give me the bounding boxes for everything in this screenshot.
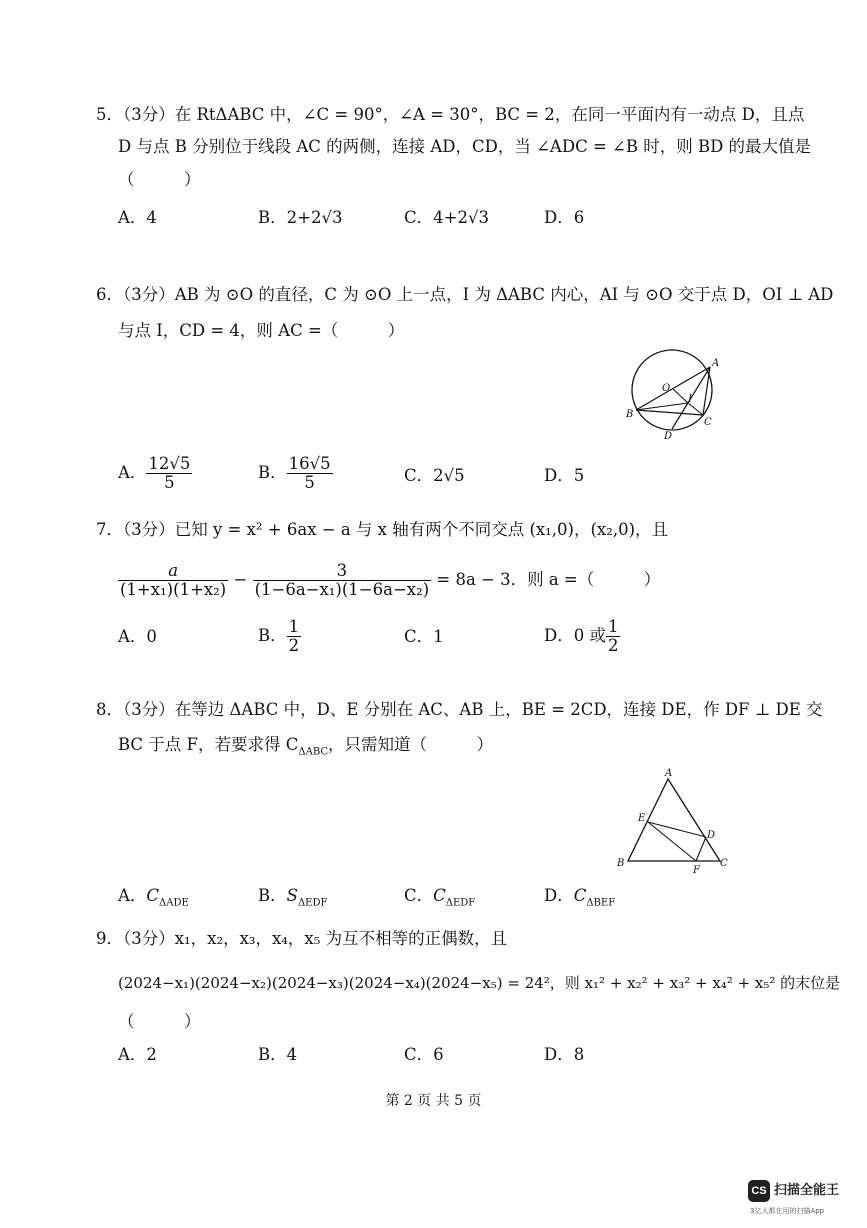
- q9-line1: 9．（3分）x₁，x₂，x₃，x₄，x₅ 为互不相等的正偶数，且: [96, 929, 508, 948]
- q8-option-d-subscript: ΔBEF: [586, 897, 616, 909]
- q8-line2-text: BC 于点 F，若要求得 C: [118, 735, 299, 754]
- fraction-denominator: 2: [607, 636, 619, 655]
- scanner-watermark: [748, 1180, 860, 1220]
- q5-line1: 5．（3分）在 RtΔABC 中，∠C = 90°，∠A = 30°，BC = 2，在同一平面内有一动点 D，且点: [96, 105, 805, 124]
- q7-option-c-value: 1: [433, 627, 444, 646]
- q8-option-c-label: C．: [404, 886, 434, 905]
- q8-option-d: [544, 886, 615, 913]
- scanner-tagline: 3亿人都在用的扫描App: [750, 1207, 825, 1215]
- q8-triangle-figure: [610, 765, 735, 875]
- q7-option-d-value: 0 或: [573, 626, 606, 645]
- q8-option-a-symbol: C: [146, 886, 160, 905]
- q5-option-c: C．4+2√3: [404, 208, 489, 227]
- q6-line1: 6．（3分）AB 为 ⊙O 的直径，C 为 ⊙O 上一点，I 为 ΔABC 内心，AI 与 ⊙O 交于点 D，OI ⊥ AD: [96, 285, 834, 304]
- label-a: A: [665, 768, 673, 779]
- fraction-denominator: 2: [288, 636, 300, 655]
- q5-line2: D 与点 B 分别位于线段 AC 的两侧，连接 AD，CD，当 ∠ADC = ∠B 时，则 BD 的最大值是: [118, 137, 812, 156]
- q8-option-b-label: B．: [258, 886, 287, 905]
- q7-option-b-label: B．: [258, 626, 287, 645]
- minus-sign: −: [233, 570, 248, 589]
- q6-option-a-label: A．: [118, 463, 147, 482]
- q7-option-a: [118, 627, 157, 647]
- fraction-numerator: a: [118, 562, 228, 581]
- q9-option-d: D．8: [544, 1045, 585, 1064]
- q8-option-b-subscript: ΔEDF: [297, 897, 328, 909]
- q8-option-c-subscript: ΔEDF: [445, 897, 476, 909]
- segment-df: [696, 837, 706, 861]
- q9-line2: (2024−x₁)(2024−x₂)(2024−x₃)(2024−x₄)(2024−x₅) = 24²，则 x₁² + x₂² + x₃² + x₄² + x₅² 的末位是: [118, 974, 841, 992]
- q7-fraction-2: [253, 562, 432, 599]
- label-e: E: [638, 813, 646, 824]
- q6-option-c-label: C．: [404, 466, 434, 485]
- segment-bi: [636, 403, 688, 410]
- q8-option-a: [118, 886, 189, 913]
- q5-option-d: D．6: [544, 208, 585, 227]
- q6-option-a-fraction: [146, 455, 192, 492]
- fraction-denominator: 5: [164, 473, 175, 492]
- q6-option-d: [544, 466, 584, 486]
- q7-option-d-fraction: [606, 618, 621, 655]
- fraction-denominator: 5: [304, 473, 315, 492]
- q7-option-d: [544, 618, 620, 655]
- q6-option-b-fraction: [287, 455, 333, 492]
- q8-line2-tail: ，只需知道（ ）: [328, 735, 494, 754]
- q8-line1: 8．（3分）在等边 ΔABC 中，D、E 分别在 AC、AB 上，BE = 2CD，连接 DE，作 DF ⊥ DE 交: [96, 700, 823, 719]
- label-o: O: [662, 383, 671, 394]
- fraction-numerator: 12√5: [148, 454, 191, 473]
- segment-ac: [703, 367, 710, 415]
- q9-option-a: A．2: [118, 1045, 157, 1064]
- label-d: D: [707, 830, 716, 841]
- q7-line1: 7．（3分）已知 y = x² + 6ax − a 与 x 轴有两个不同交点 (x₁,0)，(x₂,0)，且: [96, 520, 669, 539]
- label-i: I: [688, 394, 692, 405]
- q8-line2-subscript: ΔABC: [298, 746, 329, 758]
- label-c: C: [704, 417, 712, 428]
- page-number-footer: 第 2 页 共 5 页: [385, 1093, 482, 1109]
- circle-o: [632, 350, 712, 430]
- q6-circle-figure: [622, 345, 730, 445]
- q8-option-c-symbol: C: [433, 886, 446, 905]
- q9-option-c: C．6: [404, 1045, 444, 1064]
- label-a: A: [712, 358, 720, 369]
- label-b: B: [617, 858, 625, 869]
- q8-option-a-label: A．: [118, 886, 147, 905]
- fraction-numerator: 1: [607, 617, 619, 636]
- q5-answer-blank: （ ）: [118, 170, 201, 189]
- q6-option-c-value: 2√5: [433, 466, 465, 485]
- q7-equation-tail: = 8a − 3．则 a =（ ）: [436, 570, 661, 589]
- q9-option-b: B．4: [258, 1045, 298, 1064]
- segment-oi: [673, 389, 688, 403]
- q6-line2: 与点 I，CD = 4，则 AC =（ ）: [118, 321, 405, 340]
- fraction-numerator: 16√5: [288, 454, 331, 473]
- q8-option-d-symbol: C: [573, 886, 587, 905]
- q8-option-d-label: D．: [544, 886, 574, 905]
- q7-equation: [118, 562, 660, 599]
- label-f: F: [693, 865, 700, 875]
- q7-option-c-label: C．: [404, 627, 434, 646]
- label-d: D: [664, 431, 673, 442]
- fraction-numerator: 1: [288, 617, 300, 636]
- q9-answer-blank: （ ）: [118, 1012, 201, 1031]
- fraction-numerator: 3: [253, 562, 432, 581]
- segment-bc: [636, 410, 703, 415]
- label-c: C: [720, 858, 728, 869]
- q8-line2: [118, 735, 493, 762]
- scanner-app-name: 扫描全能王: [774, 1183, 840, 1198]
- q7-option-a-label: A．: [118, 627, 147, 646]
- q6-option-b-label: B．: [258, 463, 287, 482]
- label-b: B: [626, 409, 634, 420]
- diameter-ab: [636, 367, 710, 410]
- q6-option-c: [404, 466, 465, 486]
- fraction-denominator: (1−6a−x₁)(1−6a−x₂): [254, 580, 430, 599]
- q6-option-b: [258, 455, 333, 492]
- q5-option-a: A．4: [118, 208, 157, 227]
- q6-option-d-label: D．: [544, 466, 574, 485]
- q5-option-b: B．2+2√3: [258, 208, 343, 227]
- q8-option-c: [404, 886, 475, 913]
- q7-fraction-1: [118, 562, 228, 599]
- q7-option-d-label: D．: [544, 626, 574, 645]
- fraction-denominator: (1+x₁)(1+x₂): [120, 580, 227, 599]
- cs-logo-icon: CS: [748, 1180, 770, 1202]
- q8-option-b: [258, 886, 327, 913]
- q7-option-c: [404, 627, 444, 647]
- q6-option-d-value: 5: [573, 466, 585, 485]
- q6-option-a: [118, 455, 192, 492]
- q7-option-b: [258, 618, 301, 655]
- q8-option-b-symbol: S: [286, 886, 298, 905]
- q8-option-a-subscript: ΔADE: [159, 897, 189, 909]
- q7-option-b-fraction: [287, 618, 302, 655]
- q7-option-a-value: 0: [146, 627, 157, 646]
